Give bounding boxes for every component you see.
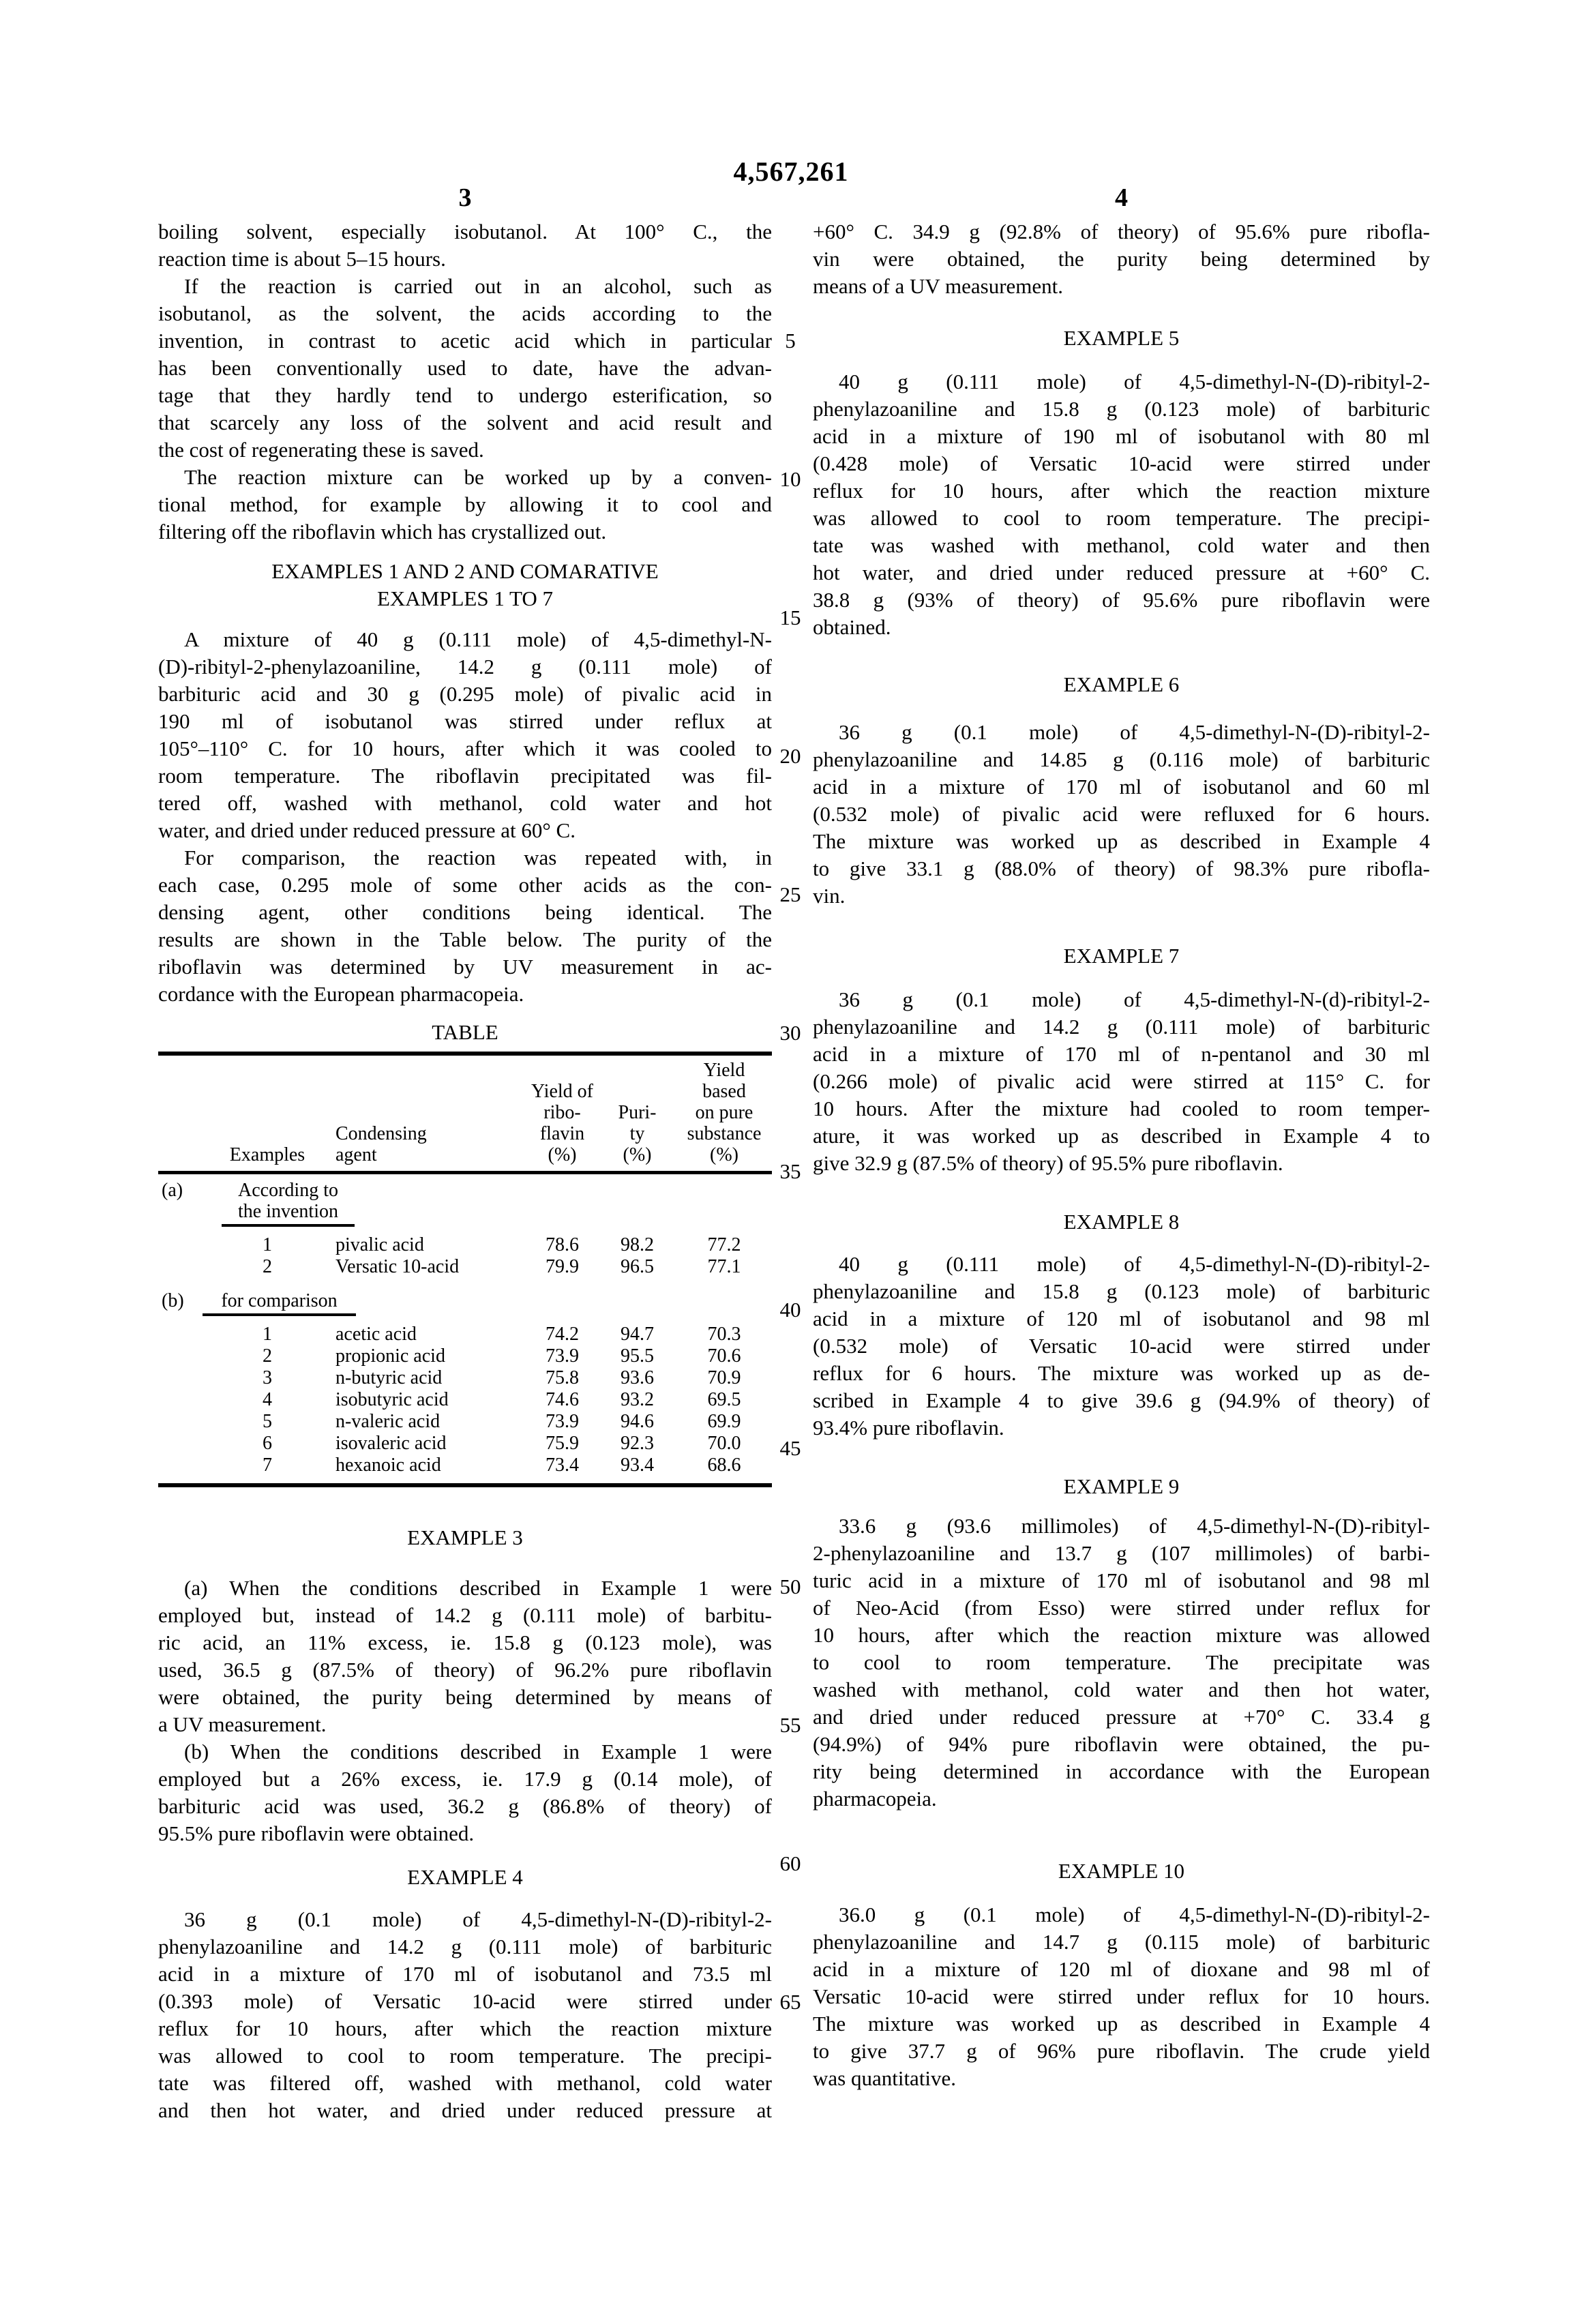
table-cell: pivalic acid (335, 1234, 424, 1255)
table-cell: 95.5 (621, 1345, 654, 1367)
heading-example-7: EXAMPLE 7 (1063, 944, 1180, 968)
text-line: (0.532 mole) of pivalic acid were refluxed for 6 hours. (813, 802, 1430, 826)
text-line: were obtained, the purity being determined by means of (158, 1685, 772, 1709)
paragraph-example-5 (813, 368, 1430, 641)
section-label: (a) (162, 1180, 183, 1201)
table-cell: acetic acid (335, 1324, 417, 1345)
text-line: 65 (779, 1990, 801, 2014)
text-line: give 32.9 g (87.5% of theory) of 95.5% pure riboflavin. (813, 1151, 1283, 1175)
text-line: 36 g (0.1 mole) of 4,5-dimethyl-N-(d)-ribityl-2- (839, 987, 1430, 1011)
table-row (158, 1455, 772, 1485)
text-line: The mixture was worked up as described in Example 4 (813, 829, 1430, 853)
text-line: vin. (813, 884, 846, 908)
text-line: turic acid in a mixture of 170 ml of isobutanol and 98 ml (813, 1568, 1430, 1592)
text-line: (0.428 mole) of Versatic 10-acid were stirred under (813, 451, 1430, 475)
table-cell: 73.9 (546, 1411, 579, 1432)
text-line: was quantitative. (813, 2066, 957, 2090)
text-line: acid in a mixture of 170 ml of n-pentanol and 30 ml (813, 1042, 1430, 1066)
text-line: Yield of (531, 1081, 593, 1102)
heading-examples-1-2-comparative (158, 558, 772, 612)
text-line: 93.4% pure riboflavin. (813, 1416, 1004, 1440)
table-cell: isovaleric acid (335, 1433, 447, 1454)
table-cell (158, 1389, 199, 1411)
table-cell: n-valeric acid (335, 1411, 441, 1432)
table-cell (158, 1433, 199, 1455)
table-cell: 79.9 (546, 1256, 579, 1277)
paragraph-example-8 (813, 1251, 1430, 1442)
table-row (158, 1324, 772, 1345)
patent-number: 4,567,261 (733, 156, 849, 187)
text-line: 40 g (0.111 mole) of 4,5-dimethyl-N-(D)-ribityl-2- (839, 370, 1430, 393)
text-line: 36.0 g (0.1 mole) of 4,5-dimethyl-N-(D)-ribityl-2- (839, 1903, 1430, 1926)
table-header (158, 1054, 772, 1173)
text-line: filtering off the riboflavin which has crystallized out. (158, 520, 607, 543)
heading-example-8: EXAMPLE 8 (1063, 1210, 1180, 1234)
table-cell: 5 (263, 1411, 272, 1432)
text-line: room temperature. The riboflavin precipitated was fil- (158, 764, 772, 788)
text-line: results are shown in the Table below. The purity of the (158, 927, 772, 951)
table-cell: 3 (263, 1367, 272, 1388)
table-cell: 70.6 (707, 1345, 741, 1367)
table-cell: 93.2 (621, 1389, 654, 1410)
paragraph-example-3a (158, 1575, 772, 1738)
text-line: ribo- (543, 1102, 581, 1123)
text-line: phenylazoaniline and 14.2 g (0.111 mole) of barbituric (813, 1015, 1430, 1039)
text-line: 35 (779, 1159, 801, 1183)
text-line: 40 g (0.111 mole) of 4,5-dimethyl-N-(D)-ribityl-2- (839, 1252, 1430, 1276)
text-line: ty (629, 1123, 645, 1144)
table-cell: 70.3 (707, 1324, 741, 1345)
table-cell: 7 (263, 1455, 272, 1476)
text-line: According to (238, 1180, 338, 1201)
text-line: 5 (785, 329, 796, 353)
table-header-row (158, 1054, 772, 1173)
column-page-number-4: 4 (1115, 183, 1128, 212)
table-body (158, 1173, 772, 1235)
table-cell: 94.7 (621, 1324, 654, 1345)
text-line: 20 (779, 744, 801, 768)
text-line: 95.5% pure riboflavin were obtained. (158, 1821, 475, 1845)
table-cell: 94.6 (621, 1411, 654, 1432)
text-line: ric acid, an 11% excess, ie. 15.8 g (0.123 mole), was (158, 1630, 772, 1654)
text-line: (0.532 mole) of Versatic 10-acid were stirred under (813, 1334, 1430, 1358)
section-row-b (158, 1285, 772, 1324)
text-line: phenylazoaniline and 14.7 g (0.115 mole) of barbituric (813, 1930, 1430, 1954)
table-cell: 77.2 (707, 1234, 741, 1255)
text-line: obtained. (813, 615, 891, 639)
text-line: 10 (779, 467, 801, 491)
text-line: acid in a mixture of 170 ml of isobutanol and 60 ml (813, 775, 1430, 799)
text-line: 190 ml of isobutanol was stirred under reflux at (158, 709, 772, 733)
text-line: each case, 0.295 mole of some other acids as the con- (158, 873, 772, 897)
table-cell: 75.9 (546, 1433, 579, 1454)
section-name-comparison (203, 1290, 356, 1316)
paragraph-example-10 (813, 1901, 1430, 2092)
text-line: riboflavin was determined by UV measurement in ac- (158, 955, 772, 979)
table-cell: 70.0 (707, 1433, 741, 1454)
text-line: If the reaction is carried out in an alcohol, such as (184, 274, 772, 298)
table-cell: 1 (263, 1324, 272, 1345)
col-header-empty (158, 1054, 199, 1173)
text-line: based (702, 1081, 746, 1102)
heading-example-3: EXAMPLE 3 (407, 1525, 523, 1549)
table-cell: 69.9 (707, 1411, 741, 1432)
text-line: Versatic 10-acid were stirred under reflux for 10 hours. (813, 1984, 1430, 2008)
table-cell: Versatic 10-acid (335, 1256, 460, 1277)
text-line: (%) (623, 1144, 652, 1165)
text-line: pharmacopeia. (813, 1787, 937, 1811)
text-line: washed with methanol, cold water and then hot water, (813, 1678, 1430, 1701)
table-cell (158, 1345, 199, 1367)
text-line: The reaction mixture can be worked up by a conven- (184, 465, 772, 489)
table-cell (158, 1455, 199, 1485)
text-line: reaction time is about 5–15 hours. (158, 247, 446, 271)
table-section-b (158, 1285, 772, 1324)
paragraph-alcohol-reaction (158, 273, 772, 464)
table-cell: 2 (263, 1256, 272, 1277)
section-row-a (158, 1173, 772, 1235)
table-cell: 68.6 (707, 1455, 741, 1476)
paragraph-example-7 (813, 986, 1430, 1177)
text-line: hot water, and dried under reduced pressure at +60° C. (813, 561, 1430, 584)
table-cell: 70.9 (707, 1367, 741, 1388)
section-name-cell (199, 1173, 772, 1235)
results-table (158, 1052, 772, 1487)
left-column (158, 218, 772, 2124)
section-name-invention (222, 1180, 355, 1227)
text-line: a UV measurement. (158, 1712, 327, 1736)
text-line: (a) When the conditions described in Example 1 were (184, 1576, 772, 1600)
table-cell: propionic acid (335, 1345, 445, 1367)
text-line: the cost of regenerating these is saved. (158, 438, 484, 462)
table-cell: n-butyric acid (335, 1367, 443, 1388)
text-line: was allowed to cool to room temperature. The precipi- (158, 2044, 772, 2068)
table-row (158, 1389, 772, 1411)
text-line: Examples (229, 1144, 305, 1165)
table-rows-comparison (158, 1324, 772, 1485)
text-line: tional method, for example by allowing it to cool and (158, 492, 772, 516)
results-table-block (158, 1019, 772, 1487)
table-cell: 75.8 (546, 1367, 579, 1388)
text-line: acid in a mixture of 120 ml of isobutanol and 98 ml (813, 1307, 1430, 1330)
text-line: of Neo-Acid (from Esso) were stirred under reflux for (813, 1596, 1430, 1620)
table-cell: hexanoic acid (335, 1455, 441, 1476)
paragraph-workup (158, 464, 772, 546)
text-line: and dried under reduced pressure at +70° C. 33.4 g (813, 1705, 1430, 1729)
text-line: phenylazoaniline and 14.2 g (0.111 mole) of barbituric (158, 1935, 772, 1958)
table-cell: 73.9 (546, 1345, 579, 1367)
line-number-gutter (769, 327, 811, 2127)
text-line: 45 (779, 1436, 801, 1460)
text-line: 10 hours, after which the reaction mixture was allowed (813, 1623, 1430, 1647)
col-header-purity (598, 1054, 676, 1173)
text-line: (0.266 mole) of pivalic acid were stirred at 115° C. for (813, 1069, 1430, 1093)
text-line: 36 g (0.1 mole) of 4,5-dimethyl-N-(D)-ribityl-2- (839, 720, 1430, 744)
table-cell: 77.1 (707, 1256, 741, 1277)
text-line: The mixture was worked up as described in Example 4 (813, 2012, 1430, 2036)
text-line: 30 (779, 1021, 801, 1045)
text-line: means of a UV measurement. (813, 274, 1064, 298)
text-line: (94.9%) of 94% pure riboflavin were obtained, the pu- (813, 1732, 1430, 1756)
text-line: boiling solvent, especially isobutanol. At 100° C., the (158, 220, 772, 243)
heading-line-1: EXAMPLES 1 AND 2 AND COMARATIVE (271, 559, 659, 583)
text-line: 15 (779, 606, 801, 629)
paragraph-solvent-continuation (158, 218, 772, 273)
text-line: tered off, washed with methanol, cold water and hot (158, 791, 772, 815)
text-line: isobutanol, as the solvent, the acids according to the (158, 301, 772, 325)
text-line: reflux for 6 hours. The mixture was worked up as de- (813, 1361, 1430, 1385)
text-line: agent (335, 1144, 377, 1165)
text-line: Yield (703, 1060, 745, 1081)
text-line: that scarcely any loss of the solvent and acid result and (158, 411, 772, 434)
table-cell: 78.6 (546, 1234, 579, 1255)
text-line: (D)-ribityl-2-phenylazoaniline, 14.2 g (0.111 mole) of (158, 655, 772, 679)
text-line: acid in a mixture of 170 ml of isobutanol and 73.5 ml (158, 1962, 772, 1986)
text-line: phenylazoaniline and 15.8 g (0.123 mole) of barbituric (813, 1279, 1430, 1303)
table-row (158, 1433, 772, 1455)
text-line: 36 g (0.1 mole) of 4,5-dimethyl-N-(D)-ribityl-2- (184, 1907, 772, 1931)
text-line: 25 (779, 882, 801, 906)
table-cell: 92.3 (621, 1433, 654, 1454)
text-line: 2-phenylazoaniline and 13.7 g (107 millimoles) of barbi- (813, 1541, 1430, 1565)
text-line: flavin (539, 1123, 585, 1144)
text-line: was allowed to cool to room temperature. The precipi- (813, 506, 1430, 530)
text-line: phenylazoaniline and 15.8 g (0.123 mole) of barbituric (813, 397, 1430, 421)
text-line: phenylazoaniline and 14.85 g (0.116 mole) of barbituric (813, 747, 1430, 771)
right-column (813, 218, 1430, 2092)
paragraph-example-6 (813, 719, 1430, 910)
table-cell (158, 1324, 199, 1345)
table-cell: 96.5 (621, 1256, 654, 1277)
text-line: has been conventionally used to date, have the advan- (158, 356, 772, 380)
text-line: 10 hours. After the mixture had cooled to room temper- (813, 1097, 1430, 1120)
text-line: acid in a mixture of 190 ml of isobutanol with 80 ml (813, 424, 1430, 448)
table-cell: isobutyric acid (335, 1389, 449, 1410)
table-cell: 69.5 (707, 1389, 741, 1410)
text-line: used, 36.5 g (87.5% of theory) of 96.2% pure riboflavin (158, 1658, 772, 1682)
heading-line-2: EXAMPLES 1 TO 7 (376, 586, 554, 610)
section-label: (b) (162, 1290, 184, 1311)
table-cell: 6 (263, 1433, 272, 1454)
text-line: ature, it was worked up as described in Example 4 to (813, 1124, 1430, 1148)
text-line: barbituric acid was used, 36.2 g (86.8% of theory) of (158, 1794, 772, 1818)
table-row (158, 1411, 772, 1433)
table-row (158, 1345, 772, 1367)
text-line: (b) When the conditions described in Example 1 were (184, 1740, 772, 1763)
text-line: (%) (548, 1144, 577, 1165)
text-line: 40 (779, 1298, 801, 1322)
col-header-examples (199, 1054, 335, 1173)
text-line: 50 (779, 1575, 801, 1598)
table-cell (158, 1256, 199, 1285)
text-line: acid in a mixture of 120 ml of dioxane and 98 ml of (813, 1957, 1430, 1981)
table-cell (158, 1411, 199, 1433)
table-cell: 2 (263, 1345, 272, 1367)
table-cell: 1 (263, 1234, 272, 1255)
text-line: 33.6 g (93.6 millimoles) of 4,5-dimethyl-N-(D)-ribityl- (839, 1514, 1430, 1538)
paragraph-example-1-mixture (158, 626, 772, 844)
text-line: densing agent, other conditions being identical. The (158, 900, 772, 924)
text-line: substance (687, 1123, 762, 1144)
text-line: scribed in Example 4 to give 39.6 g (94.9% of theory) of (813, 1388, 1430, 1412)
table-cell: 93.6 (621, 1367, 654, 1388)
text-line: 105°–110° C. for 10 hours, after which it was cooled to (158, 736, 772, 760)
col-header-condensing-agent (335, 1054, 526, 1173)
text-line: cordance with the European pharmacopeia. (158, 982, 524, 1006)
col-header-yield-pure-substance (676, 1054, 772, 1173)
text-line: on pure (695, 1102, 753, 1123)
text-line: 38.8 g (93% of theory) of 95.6% pure riboflavin were (813, 588, 1430, 612)
text-line: tate was filtered off, washed with methanol, cold water (158, 2071, 772, 2095)
table-rows-invention (158, 1234, 772, 1285)
table-cell (158, 1367, 199, 1389)
paragraph-example-4-continuation (813, 218, 1430, 300)
heading-example-5: EXAMPLE 5 (1063, 326, 1180, 350)
table-cell: 74.2 (546, 1324, 579, 1345)
text-line: tage that they hardly tend to undergo esterification, so (158, 383, 772, 407)
table-cell (158, 1234, 199, 1256)
text-line: the invention (238, 1201, 338, 1222)
col-header-yield-riboflavin (526, 1054, 598, 1173)
text-line: vin were obtained, the purity being determined by (813, 247, 1430, 271)
text-line: reflux for 10 hours, after which the reaction mixture (158, 2016, 772, 2040)
text-line: For comparison, the reaction was repeated with, in (184, 846, 772, 869)
table-row (158, 1256, 772, 1285)
paragraph-example-4 (158, 1906, 772, 2124)
text-line: (0.393 mole) of Versatic 10-acid were stirred under (158, 1989, 772, 2013)
paragraph-example-9 (813, 1513, 1430, 1813)
heading-example-6: EXAMPLE 6 (1063, 672, 1180, 696)
table-cell: 74.6 (546, 1389, 579, 1410)
text-line: to give 37.7 g of 96% pure riboflavin. The crude yield (813, 2039, 1430, 2063)
text-line: +60° C. 34.9 g (92.8% of theory) of 95.6% pure ribofla- (813, 220, 1430, 243)
table-cell: 93.4 (621, 1455, 654, 1476)
text-line: water, and dried under reduced pressure at 60° C. (158, 818, 576, 842)
text-line: 60 (779, 1851, 801, 1875)
text-line: to cool to room temperature. The precipitate was (813, 1650, 1430, 1674)
text-line: employed but, instead of 14.2 g (0.111 mole) of barbitu- (158, 1603, 772, 1627)
paragraph-comparison (158, 844, 772, 1008)
heading-example-9: EXAMPLE 9 (1063, 1474, 1180, 1498)
table-title: TABLE (432, 1020, 498, 1044)
text-line: rity being determined in accordance with the European (813, 1759, 1430, 1783)
section-name-cell (199, 1285, 772, 1324)
text-line: employed but a 26% excess, ie. 17.9 g (0.14 mole), of (158, 1767, 772, 1791)
table-row (158, 1367, 772, 1389)
text-line: Puri- (618, 1102, 657, 1123)
text-line: A mixture of 40 g (0.111 mole) of 4,5-dimethyl-N- (184, 627, 772, 651)
text-line: tate was washed with methanol, cold water and then (813, 533, 1430, 557)
text-line: for comparison (221, 1290, 338, 1311)
text-line: (%) (710, 1144, 738, 1165)
column-page-number-3: 3 (458, 183, 472, 212)
table-row (158, 1234, 772, 1256)
text-line: invention, in contrast to acetic acid which in particular (158, 329, 772, 353)
text-line: reflux for 10 hours, after which the reaction mixture (813, 479, 1430, 503)
text-line: Condensing (335, 1123, 427, 1144)
table-cell: 98.2 (621, 1234, 654, 1255)
text-line: barbituric acid and 30 g (0.295 mole) of pivalic acid in (158, 682, 772, 706)
text-line: to give 33.1 g (88.0% of theory) of 98.3% pure ribofla- (813, 856, 1430, 880)
table-cell: 4 (263, 1389, 272, 1410)
heading-example-4: EXAMPLE 4 (407, 1865, 523, 1889)
text-line: and then hot water, and dried under reduced pressure at (158, 2098, 772, 2122)
paragraph-example-3b (158, 1738, 772, 1847)
heading-example-10: EXAMPLE 10 (1058, 1859, 1185, 1883)
text-line: 55 (779, 1713, 801, 1737)
table-cell: 73.4 (546, 1455, 579, 1476)
